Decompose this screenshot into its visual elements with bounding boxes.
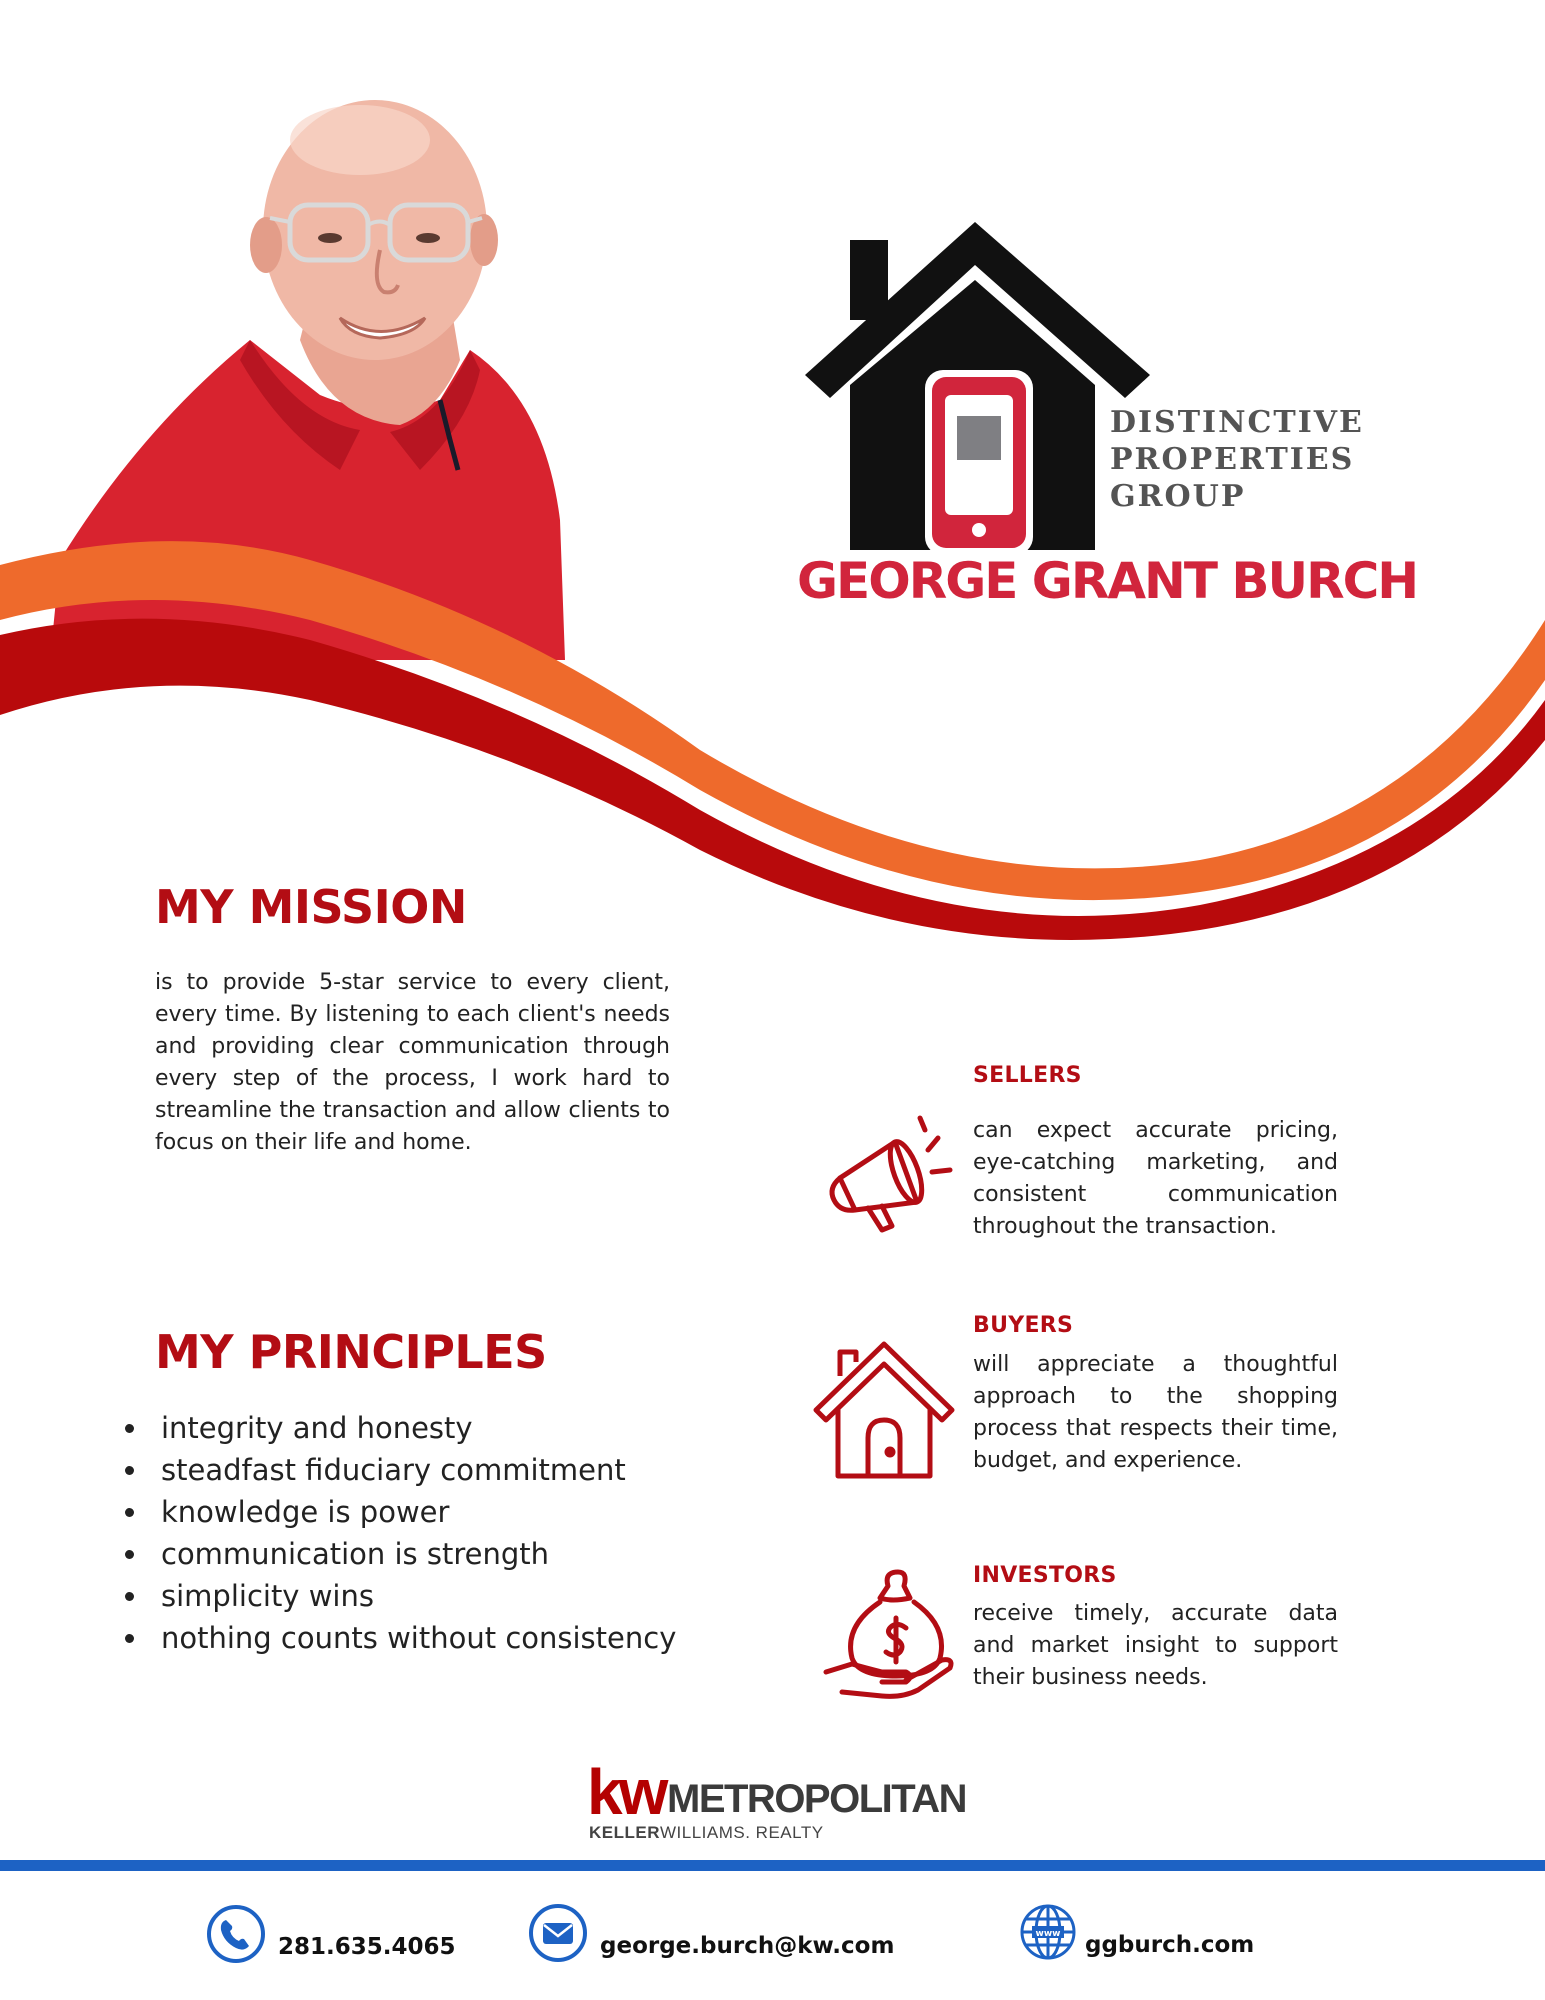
principle-text: steadfast fiduciary commitment xyxy=(161,1453,626,1487)
list-item xyxy=(125,1491,676,1533)
kw-sub-bold: KELLER xyxy=(589,1823,660,1842)
list-item xyxy=(125,1575,676,1617)
globe-icon xyxy=(1018,1902,1078,1962)
email-icon xyxy=(528,1903,588,1963)
bullet-icon xyxy=(125,1508,134,1517)
house-icon xyxy=(812,1330,957,1480)
kw-sub-rest: WILLIAMS. REALTY xyxy=(660,1823,824,1842)
buyers-title: BUYERS xyxy=(973,1313,1074,1338)
mission-text: is to provide 5-star service to every client, every time. By listening to each client's needs and providing clear communication through every step of the process, I work hard to streamline the transaction and allow clients to focus on their life and home. xyxy=(155,970,670,1155)
sellers-title: SELLERS xyxy=(973,1063,1082,1088)
principles-title: MY PRINCIPLES xyxy=(155,1325,547,1379)
mission-title: MY MISSION xyxy=(155,880,467,934)
principle-text: simplicity wins xyxy=(161,1579,374,1613)
bullet-icon xyxy=(125,1550,134,1559)
principle-text: knowledge is power xyxy=(161,1495,450,1529)
chimney xyxy=(850,240,888,320)
website-link[interactable]: ggburch.com xyxy=(1085,1932,1255,1958)
kw-logo-subtitle xyxy=(589,1823,824,1843)
dpg-line-3: GROUP xyxy=(1110,479,1246,514)
agent-name: GEORGE GRANT BURCH xyxy=(797,552,1418,610)
svg-text:www: www xyxy=(1035,1929,1061,1939)
dpg-line-1: DISTINCTIVE xyxy=(1110,405,1364,440)
money-bag-hand-icon xyxy=(822,1568,962,1703)
principle-text: nothing counts without consistency xyxy=(161,1621,677,1655)
principle-text: integrity and honesty xyxy=(161,1411,473,1445)
buyers-text: will appreciate a thoughtful approach to the shopping process that respects their time, budget, and experience. xyxy=(973,1352,1338,1473)
phone-icon xyxy=(206,1904,266,1964)
bullet-icon xyxy=(125,1424,134,1433)
list-item xyxy=(125,1617,676,1659)
bullet-icon xyxy=(125,1466,134,1475)
kw-logo-mark: kw xyxy=(587,1756,665,1828)
sellers-text: can expect accurate pricing, eye-catching marketing, and consistent communication throughout the transaction. xyxy=(973,1118,1338,1239)
megaphone-icon xyxy=(820,1110,960,1235)
principles-list xyxy=(125,1407,676,1659)
principle-text: communication is strength xyxy=(161,1537,550,1571)
bullet-icon xyxy=(125,1592,134,1601)
list-item xyxy=(125,1407,676,1449)
list-item xyxy=(125,1449,676,1491)
dpg-logo xyxy=(795,220,1195,570)
bullet-icon xyxy=(125,1634,134,1643)
footer-divider xyxy=(0,1860,1545,1871)
kw-logo-name: METROPOLITAN xyxy=(667,1777,967,1821)
dpg-line-2: PROPERTIES xyxy=(1110,442,1355,477)
investors-title: INVESTORS xyxy=(973,1563,1117,1588)
dpg-wordmark xyxy=(1110,404,1364,515)
list-item xyxy=(125,1533,676,1575)
email-address[interactable]: george.burch@kw.com xyxy=(600,1933,895,1959)
investors-text: receive timely, accurate data and market insight to support their business needs. xyxy=(973,1601,1338,1690)
phone-number[interactable]: 281.635.4065 xyxy=(278,1934,456,1960)
